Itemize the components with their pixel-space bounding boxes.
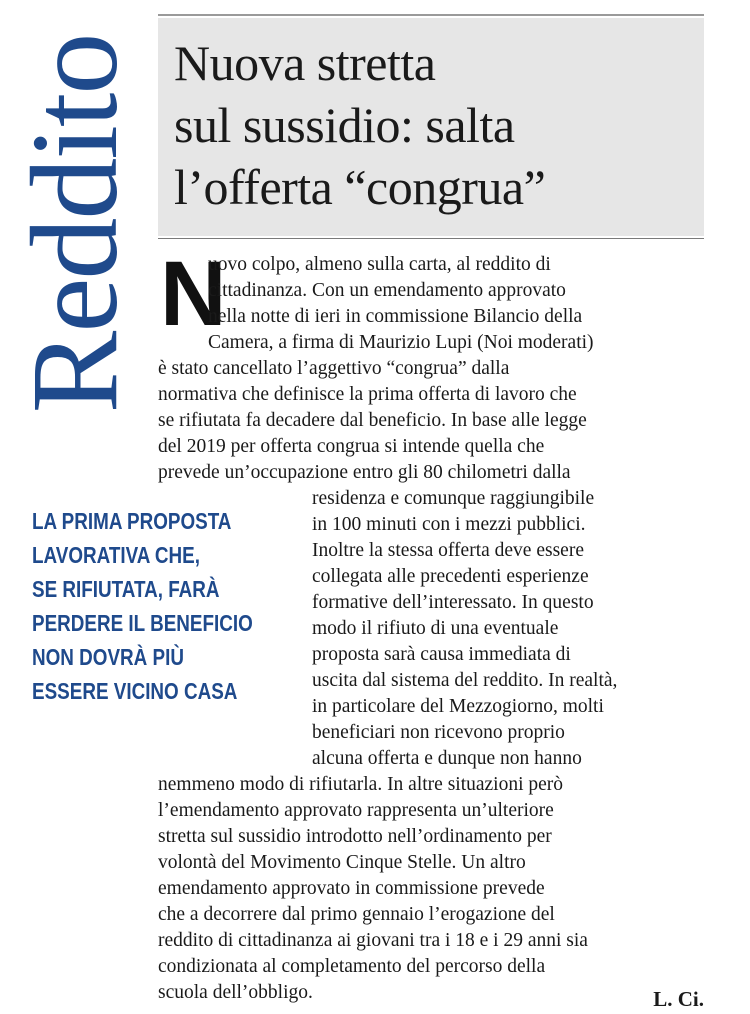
- body-line: normativa che definisce la prima offerta di lavoro che: [158, 384, 577, 405]
- body-line: che a decorrere dal primo gennaio l’erogazione del: [158, 904, 555, 925]
- headline-line: sul sussidio: salta: [174, 97, 515, 153]
- pull-quote-line: LAVORATIVA CHE,: [32, 542, 200, 568]
- body-line: emendamento approvato in commissione prevede: [158, 878, 545, 899]
- body-line: formative dell’interessato. In questo: [312, 592, 594, 613]
- body-line: volontà del Movimento Cinque Stelle. Un altro: [158, 852, 526, 873]
- body-line: l’emendamento approvato rappresenta un’ulteriore: [158, 800, 554, 821]
- body-line: collegata alle precedenti esperienze: [312, 566, 589, 587]
- drop-cap: N: [160, 243, 227, 345]
- body-line: alcuna offerta e dunque non hanno: [312, 748, 582, 769]
- body-line: nella notte di ieri in commissione Bilancio della: [208, 306, 583, 327]
- body-line: uovo colpo, almeno sulla carta, al reddito di: [208, 254, 551, 275]
- body-line: cittadinanza. Con un emendamento approvato: [208, 280, 566, 301]
- pull-quote-line: NON DOVRÀ PIÙ: [32, 644, 184, 670]
- headline-rule: [158, 238, 704, 239]
- body-line: beneficiari non ricevono proprio: [312, 722, 565, 743]
- headline-line: Nuova stretta: [174, 35, 436, 91]
- body-line: proposta sarà causa immediata di: [312, 644, 571, 665]
- body-line: del 2019 per offerta congrua si intende quella che: [158, 436, 545, 457]
- top-rule: [158, 14, 704, 16]
- headline-line: l’offerta “congrua”: [174, 159, 546, 215]
- pull-quote-line: PERDERE IL BENEFICIO: [32, 610, 253, 636]
- body-line: scuola dell’obbligo.: [158, 982, 313, 1003]
- body-line: è stato cancellato l’aggettivo “congrua” dalla: [158, 358, 510, 379]
- pull-quote-line: SE RIFIUTATA, FARÀ: [32, 576, 220, 602]
- section-label: Reddito: [6, 34, 143, 414]
- body-line: Inoltre la stessa offerta deve essere: [312, 540, 584, 561]
- body-line: in particolare del Mezzogiorno, molti: [312, 696, 604, 717]
- headline: [174, 32, 694, 218]
- body-line: uscita dal sistema del reddito. In realtà,: [312, 670, 618, 691]
- author-signature: L. Ci.: [653, 987, 704, 1011]
- body-line: Camera, a firma di Maurizio Lupi (Noi moderati): [208, 332, 594, 353]
- body-line: stretta sul sussidio introdotto nell’ordinamento per: [158, 826, 552, 847]
- section-label-box: [6, 12, 143, 436]
- body-line: reddito di cittadinanza ai giovani tra i 18 e i 29 anni sia: [158, 930, 588, 951]
- body-line: in 100 minuti con i mezzi pubblici.: [312, 514, 586, 535]
- body-line: se rifiutata fa decadere dal beneficio. In base alle legge: [158, 410, 587, 431]
- pull-quote: [32, 504, 253, 708]
- body-line: condizionata al completamento del percorso della: [158, 956, 546, 977]
- headline-box: [158, 18, 704, 236]
- pull-quote-line: ESSERE VICINO CASA: [32, 678, 238, 704]
- body-line: modo il rifiuto di una eventuale: [312, 618, 559, 639]
- body-line: prevede un’occupazione entro gli 80 chilometri dalla: [158, 462, 571, 483]
- body-line: residenza e comunque raggiungibile: [312, 488, 595, 509]
- pull-quote-line: LA PRIMA PROPOSTA: [32, 508, 232, 534]
- body-line: nemmeno modo di rifiutarla. In altre situazioni però: [158, 774, 564, 795]
